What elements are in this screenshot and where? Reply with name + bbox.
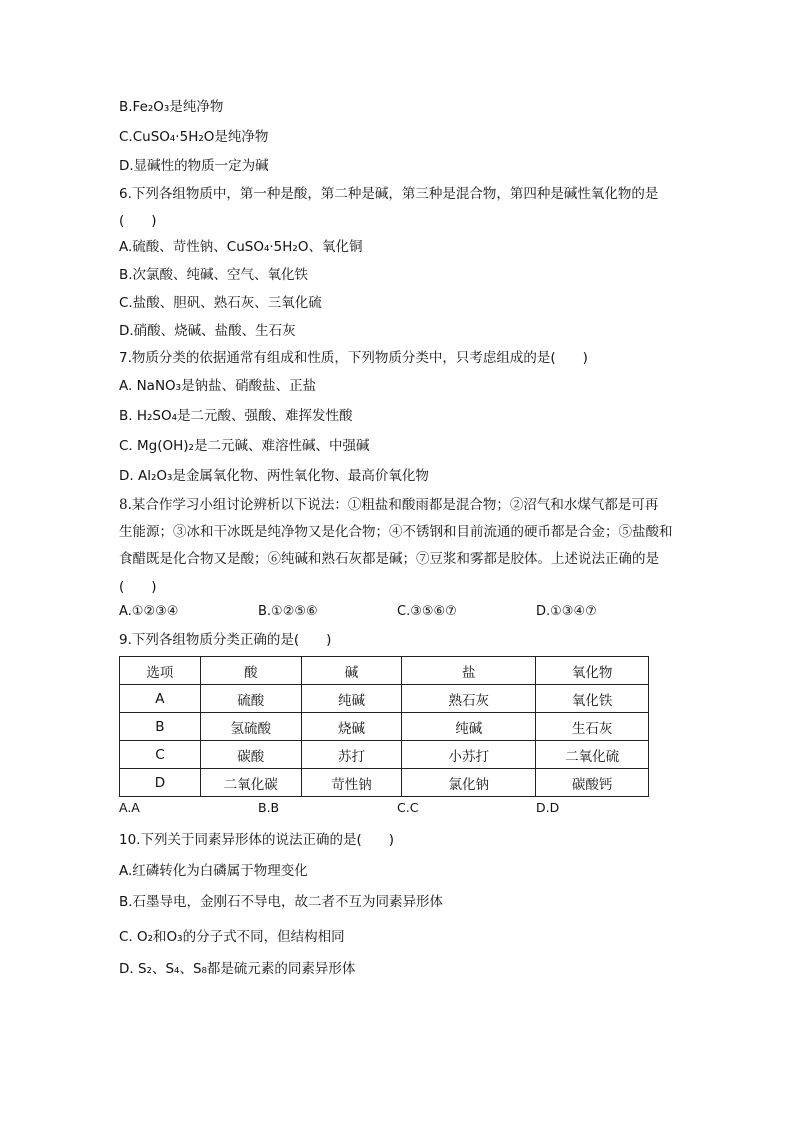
q9-stem: 9.下列各组物质分类正确的是( ) bbox=[119, 632, 332, 648]
q8-option-d: D.①③④⑦ bbox=[536, 604, 597, 619]
table-cell: 苛性钠 bbox=[301, 769, 402, 797]
q10-option-c: C. O₂和O₃的分子式不同，但结构相同 bbox=[119, 929, 345, 945]
q6-option-a: A.硫酸、苛性钠、CuSO₄·5H₂O、氧化铜 bbox=[119, 239, 363, 255]
table-cell: 碳酸 bbox=[200, 741, 301, 769]
q8-option-c: C.③⑤⑥⑦ bbox=[397, 604, 457, 619]
q6-stem: 6.下列各组物质中，第一种是酸，第二种是碱，第三种是混合物，第四种是碱性氧化物的是 bbox=[119, 186, 659, 202]
q9-option-a: A.A bbox=[119, 800, 140, 815]
table-cell: 氧化铁 bbox=[536, 685, 649, 713]
q9-option-b: B.B bbox=[258, 800, 280, 815]
q7-option-a: A. NaNO₃是钠盐、硝酸盐、正盐 bbox=[119, 378, 317, 394]
q10-stem: 10.下列关于同素异形体的说法正确的是( ) bbox=[119, 832, 395, 848]
q8-line-1: 8.某合作学习小组讨论辨析以下说法：①粗盐和酸雨都是混合物；②沼气和水煤气都是可再 bbox=[119, 497, 659, 513]
q8-option-b: B.①②⑤⑥ bbox=[258, 604, 318, 619]
q8-bracket: ( ) bbox=[119, 579, 157, 595]
table-row bbox=[120, 769, 649, 797]
table-cell: B bbox=[120, 713, 201, 741]
table-header: 碱 bbox=[301, 657, 402, 685]
q7-option-b: B. H₂SO₄是二元酸、强酸、难挥发性酸 bbox=[119, 408, 353, 424]
table-cell: 小苏打 bbox=[402, 741, 536, 769]
q9-option-d: D.D bbox=[536, 800, 560, 815]
classification-table bbox=[119, 656, 649, 797]
table-cell: 苏打 bbox=[301, 741, 402, 769]
table-header: 氧化物 bbox=[536, 657, 649, 685]
q9-option-c: C.C bbox=[397, 800, 419, 815]
table-cell: A bbox=[120, 685, 201, 713]
table-row bbox=[120, 685, 649, 713]
q6-option-b: B.次氯酸、纯碱、空气、氧化铁 bbox=[119, 267, 309, 283]
table-cell: 氯化钠 bbox=[402, 769, 536, 797]
table-cell: 熟石灰 bbox=[402, 685, 536, 713]
q6-bracket: ( ) bbox=[119, 213, 157, 229]
table-cell: 烧碱 bbox=[301, 713, 402, 741]
q5-option-c: C.CuSO₄·5H₂O是纯净物 bbox=[119, 129, 269, 145]
table-cell: 生石灰 bbox=[536, 713, 649, 741]
q6-option-d: D.硝酸、烧碱、盐酸、生石灰 bbox=[119, 323, 296, 339]
table-cell: C bbox=[120, 741, 201, 769]
q10-option-d: D. S₂、S₄、S₈都是硫元素的同素异形体 bbox=[119, 961, 356, 977]
table-row bbox=[120, 741, 649, 769]
q5-option-b: B.Fe₂O₃是纯净物 bbox=[119, 99, 224, 115]
table-cell: 纯碱 bbox=[301, 685, 402, 713]
table-row bbox=[120, 713, 649, 741]
table-cell: 硫酸 bbox=[200, 685, 301, 713]
table-header-row bbox=[120, 657, 649, 685]
table-header: 酸 bbox=[200, 657, 301, 685]
q6-option-c: C.盐酸、胆矾、熟石灰、三氧化硫 bbox=[119, 295, 322, 311]
table-cell: 二氧化碳 bbox=[200, 769, 301, 797]
table-cell: 碳酸钙 bbox=[536, 769, 649, 797]
table-cell: 纯碱 bbox=[402, 713, 536, 741]
table-cell: 二氧化硫 bbox=[536, 741, 649, 769]
q10-option-a: A.红磷转化为白磷属于物理变化 bbox=[119, 863, 308, 879]
q8-line-2: 生能源；③冰和干冰既是纯净物又是化合物；④不锈钢和目前流通的硬币都是合金；⑤盐酸和 bbox=[119, 524, 673, 540]
q7-option-c: C. Mg(OH)₂是二元碱、难溶性碱、中强碱 bbox=[119, 438, 370, 454]
table-header: 选项 bbox=[120, 657, 201, 685]
q10-option-b: B.石墨导电，金刚石不导电，故二者不互为同素异形体 bbox=[119, 894, 444, 910]
q8-option-a: A.①②③④ bbox=[119, 604, 179, 619]
q7-option-d: D. Al₂O₃是金属氧化物、两性氧化物、最高价氧化物 bbox=[119, 468, 429, 484]
table-cell: D bbox=[120, 769, 201, 797]
table-cell: 氢硫酸 bbox=[200, 713, 301, 741]
table-header: 盐 bbox=[402, 657, 536, 685]
q8-line-3: 食醋既是化合物又是酸；⑥纯碱和熟石灰都是碱；⑦豆浆和雾都是胶体。上述说法正确的是 bbox=[119, 551, 659, 567]
q7-stem: 7.物质分类的依据通常有组成和性质，下列物质分类中，只考虑组成的是( ) bbox=[119, 350, 588, 366]
q5-option-d: D.显碱性的物质一定为碱 bbox=[119, 158, 269, 174]
